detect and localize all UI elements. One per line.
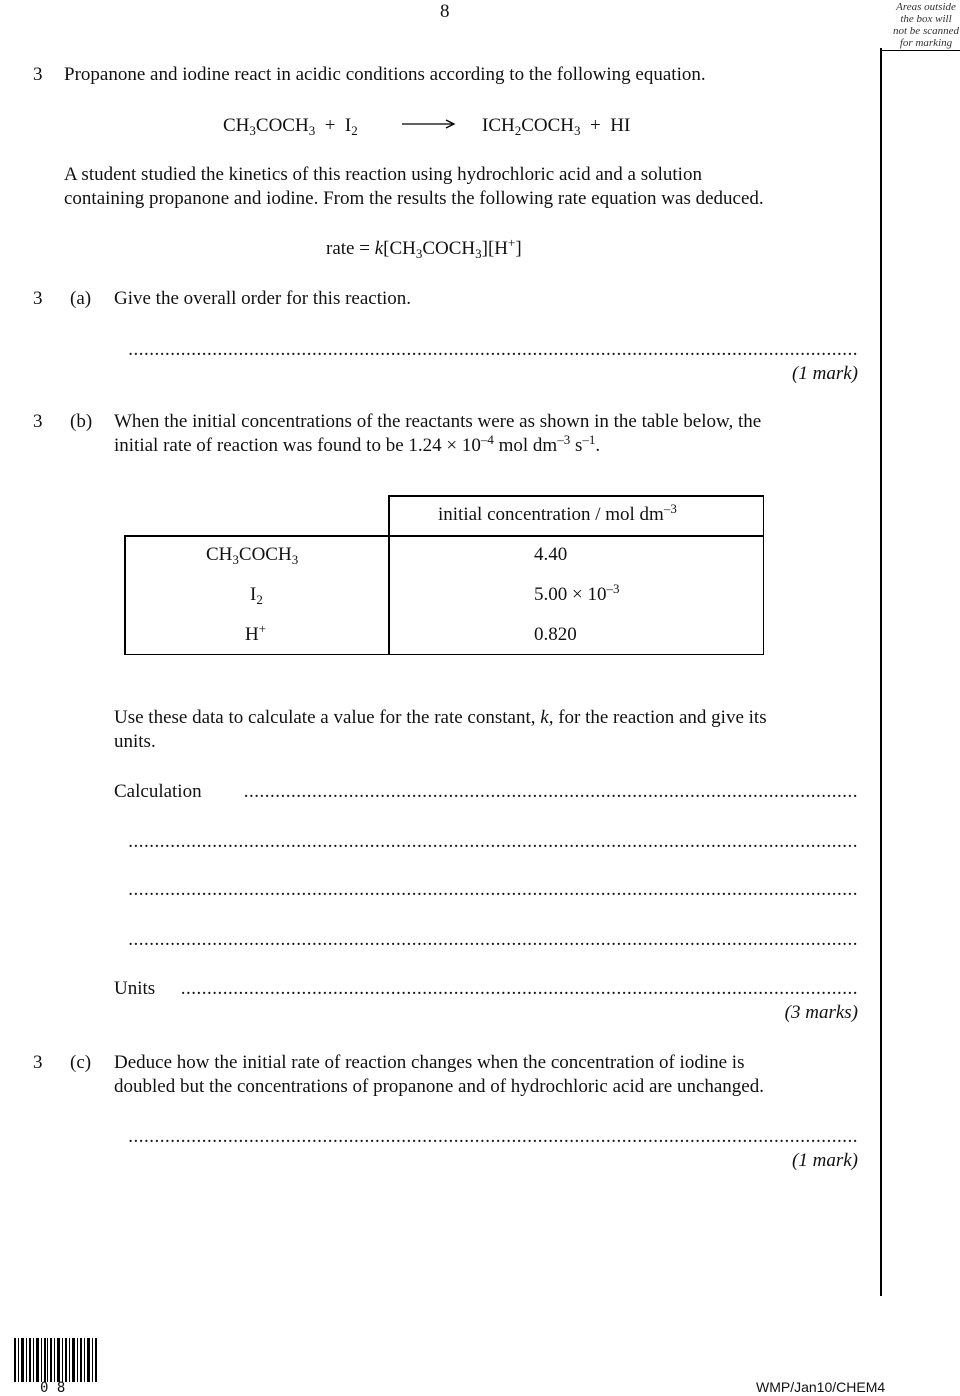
- part-b-number: 3: [33, 411, 43, 432]
- calculation-answer-line-3[interactable]: ...........................................................................................................................................: [128, 879, 858, 900]
- question-number: 3: [33, 64, 43, 85]
- part-b-label: (b): [70, 411, 93, 432]
- part-c-line-1: Deduce how the initial rate of reaction changes when the concentration of iodine is: [114, 1052, 745, 1073]
- units-answer-line[interactable]: .................................................................................................................................: [180, 978, 858, 999]
- reaction-equation: $CH_3COCH_3 + I_2$: [223, 115, 358, 138]
- calculation-answer-line-2[interactable]: ...........................................................................................................................................: [128, 831, 858, 852]
- part-c-marks: (1 mark): [792, 1150, 858, 1171]
- part-b-line-2: initial rate of reaction was found to be $1.24 \times 10^{-4}$ mol $dm^{-3}$ $s^{-1}$.: [114, 432, 601, 456]
- context-line-2: containing propanone and iodine. From the results the following rate equation was deduced.: [64, 188, 764, 209]
- part-c-number: 3: [33, 1052, 43, 1073]
- calculation-answer-line-1[interactable]: .....................................................................................................................: [243, 781, 858, 802]
- context-line-1: A student studied the kinetics of this reaction using hydrochloric acid and a solution: [64, 164, 702, 185]
- part-b-marks: (3 marks): [784, 1002, 858, 1023]
- table-row-propanone-species: $CH_3COCH_3$: [206, 544, 299, 567]
- calculation-answer-line-4[interactable]: ...........................................................................................................................................: [128, 929, 858, 950]
- part-a-marks: (1 mark): [792, 363, 858, 384]
- rate-equation: rate = $k[CH_3COCH_3][H^+]$: [326, 235, 522, 261]
- part-a-prompt: Give the overall order for this reaction.: [114, 288, 412, 309]
- barcode-icon: [14, 1338, 98, 1382]
- table-row-hydrogen-species: H+: [245, 621, 267, 645]
- part-a-answer-line[interactable]: ...........................................................................................................................................: [128, 339, 858, 360]
- paper-code: WMP/Jan10/CHEM4: [756, 1379, 886, 1395]
- part-b-line-1: When the initial concentrations of the reactants were as shown in the table below, the: [114, 411, 762, 432]
- part-a-label: (a): [70, 288, 92, 309]
- part-c-line-2: doubled but the concentrations of propanone and of hydrochloric acid are unchanged.: [114, 1076, 764, 1097]
- part-a-number: 3: [33, 288, 43, 309]
- part-c-answer-line[interactable]: ...........................................................................................................................................: [128, 1126, 858, 1147]
- units-label: Units: [114, 978, 156, 999]
- reaction-arrow-icon: [402, 118, 456, 130]
- table-header: initial concentration / mol $dm^{-3}$: [438, 501, 677, 525]
- margin-border: [880, 48, 882, 1296]
- part-c-label: (c): [70, 1052, 92, 1073]
- part-b-instruction-2: units.: [114, 731, 156, 752]
- margin-top-line: [880, 50, 960, 51]
- part-b-instruction-1: Use these data to calculate a value for the rate constant, k, for the reaction and give its: [114, 707, 767, 728]
- margin-note: Areas outside the box will not be scanned for marking: [893, 1, 959, 49]
- barcode-digits: 0 8: [40, 1380, 66, 1396]
- calculation-label: Calculation: [114, 781, 202, 802]
- reaction-products: $ICH_2COCH_3$ + HI: [482, 115, 631, 138]
- table-row-hydrogen-value: 0.820: [534, 624, 577, 645]
- question-intro: Propanone and iodine react in acidic conditions according to the following equation.: [64, 64, 706, 85]
- page-number: 8: [440, 1, 450, 22]
- table-row-propanone-value: 4.40: [534, 544, 568, 565]
- table-row-iodine-species: $I_2$: [250, 584, 263, 607]
- concentration-table: [124, 495, 764, 655]
- table-row-iodine-value: $5.00 \times 10^{-3}$: [534, 581, 620, 605]
